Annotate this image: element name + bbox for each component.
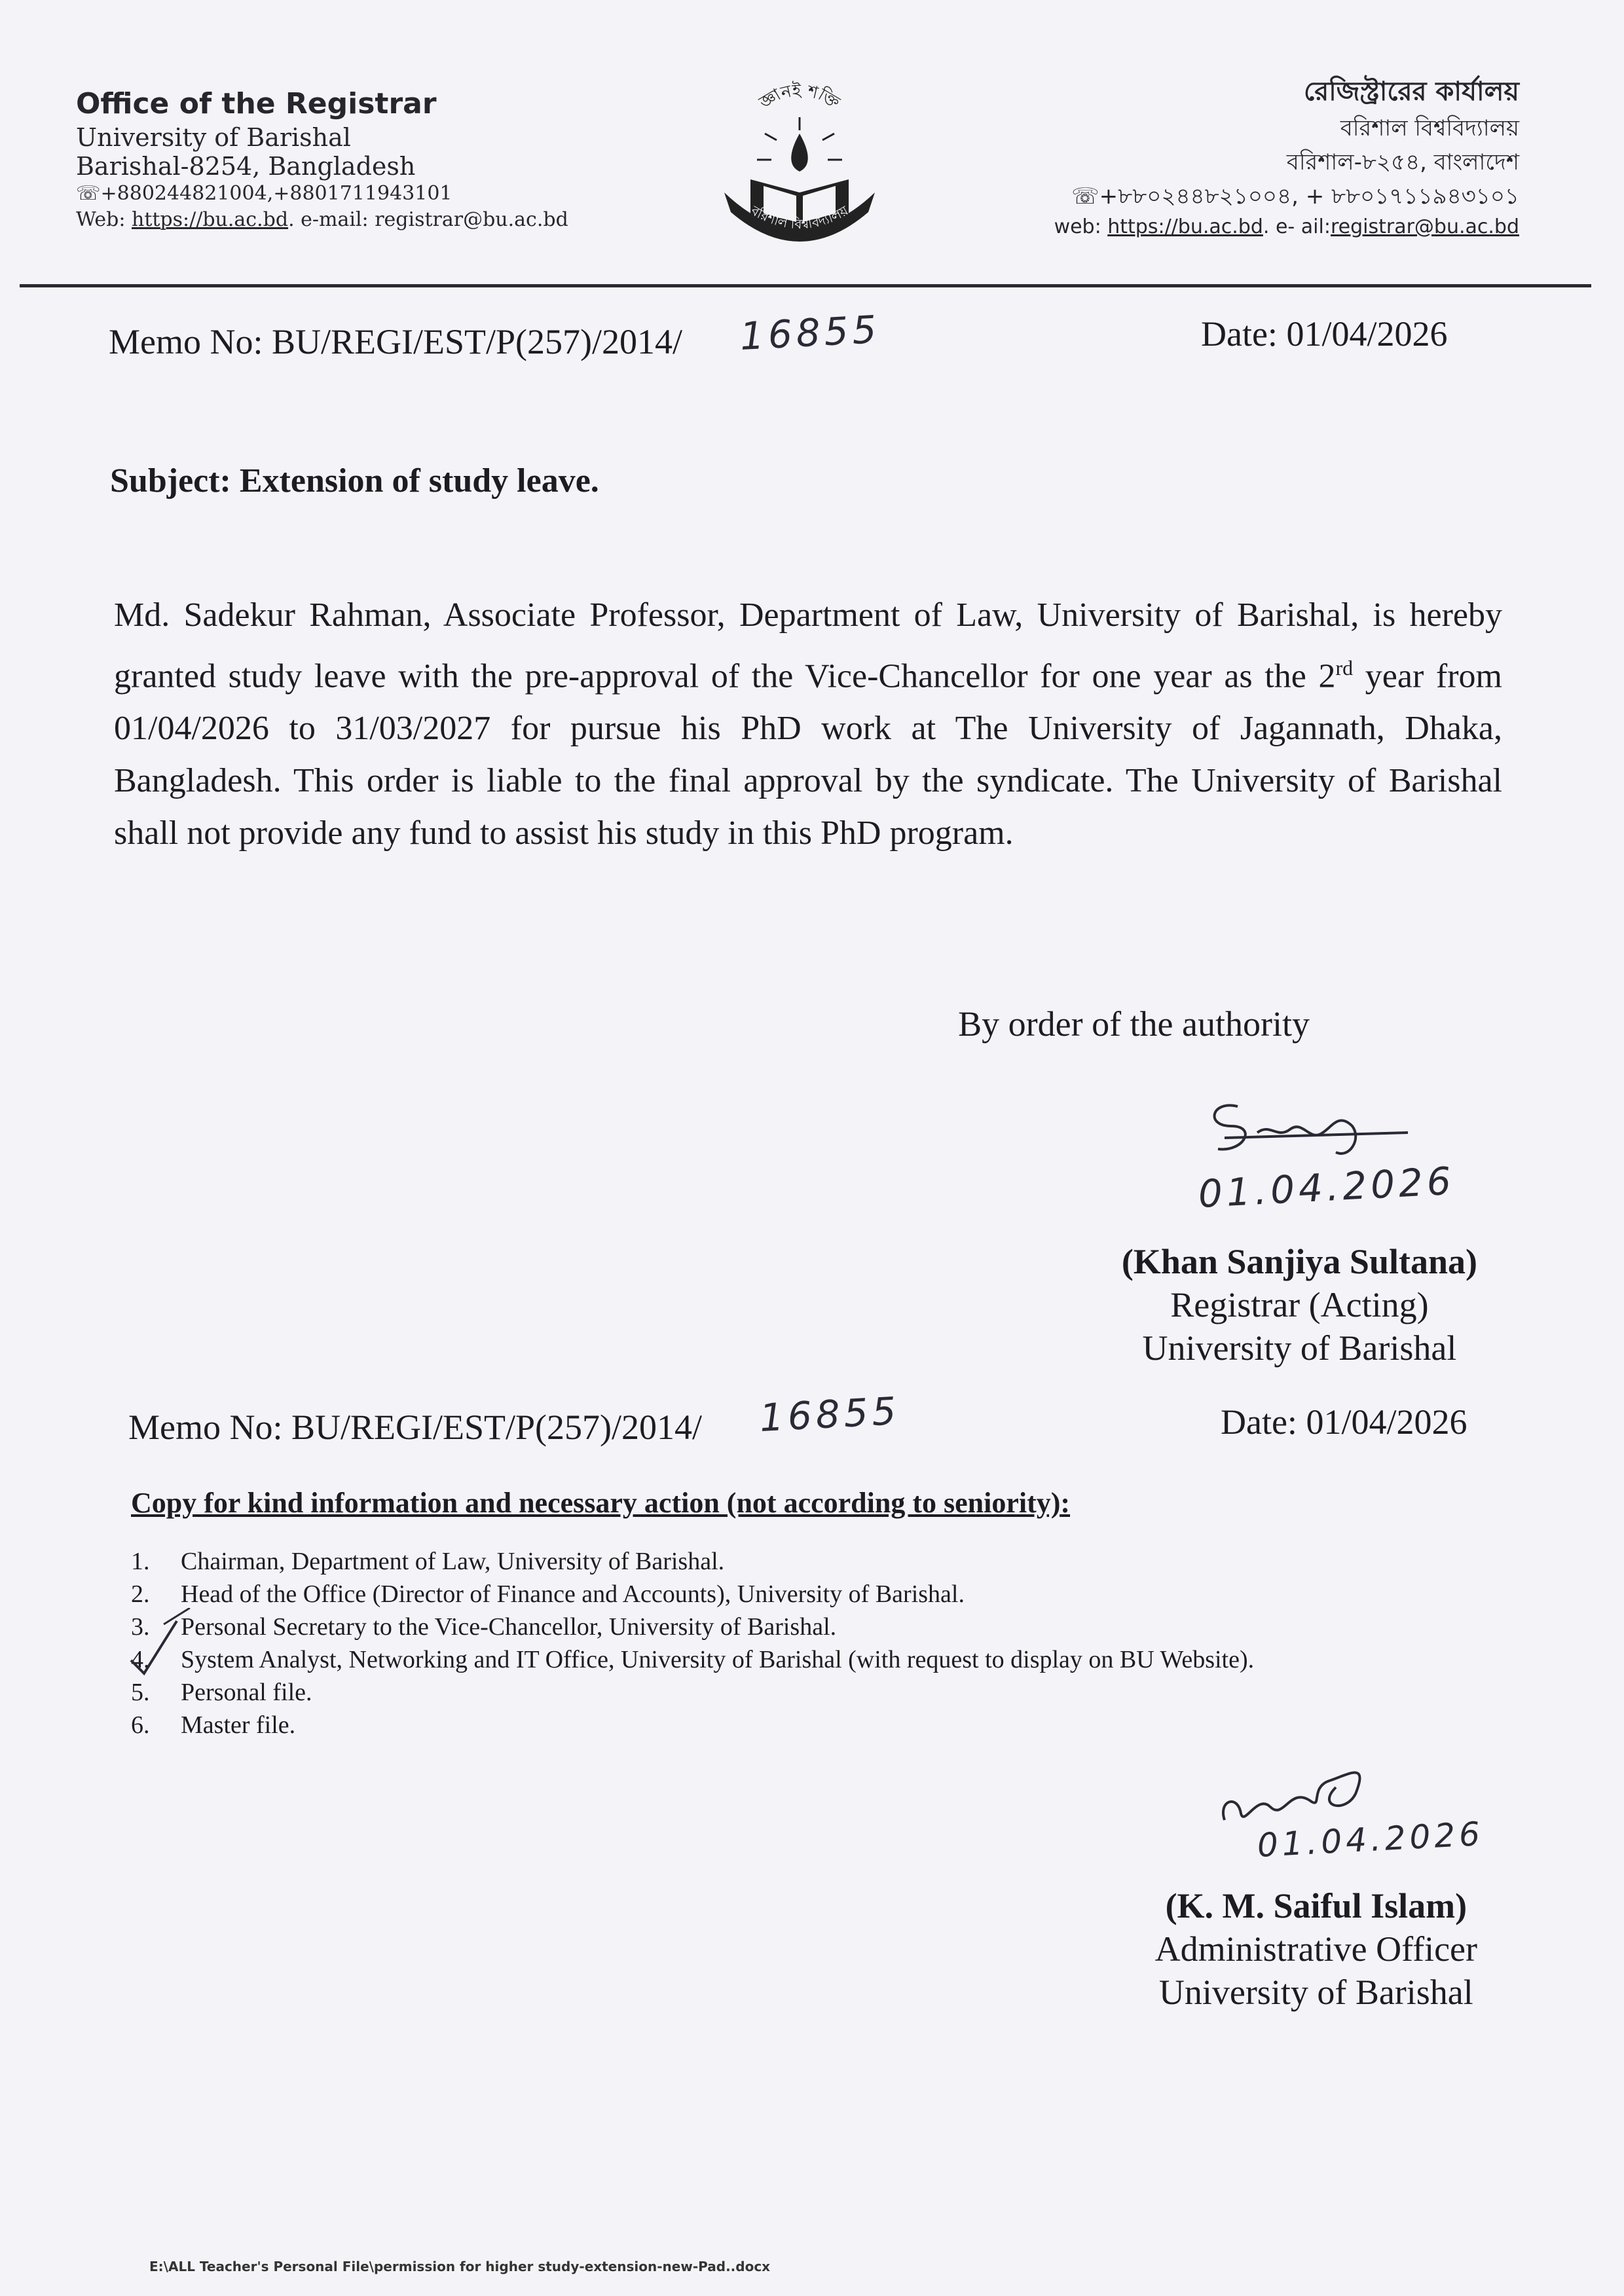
- list-item: 3. Personal Secretary to the Vice-Chancellor, University of Barishal.: [131, 1613, 837, 1641]
- signatory-1-title: Registrar (Acting): [1170, 1285, 1429, 1324]
- letterhead-english: [76, 85, 568, 233]
- copy-recipient-list: [131, 1545, 1254, 1741]
- web-email-bangla: web: https://bu.ac.bd. e- ail:registrar@bu.ac.bd: [1054, 215, 1519, 238]
- memo-handwritten-number-2: 16855: [758, 1388, 902, 1440]
- signature-1: [1198, 1087, 1421, 1169]
- header-divider: [20, 284, 1591, 287]
- university-logo: [711, 68, 888, 251]
- signatory-2: [1155, 1884, 1477, 2014]
- address-bangla: বরিশাল-৮২৫৪, বাংলাদেশ: [1286, 149, 1519, 175]
- web-email: Web: https://bu.ac.bd. e-mail: registrar@bu.ac.bd: [76, 208, 568, 231]
- signatory-1-name: (Khan Sanjiya Sultana): [1121, 1242, 1477, 1281]
- checkmark-icon: [124, 1608, 196, 1683]
- signatory-2-title: Administrative Officer: [1154, 1929, 1477, 1969]
- signature-2-date: 01.04.2026: [1256, 1814, 1485, 1865]
- phone-bangla: ☏+৮৮০২৪৪৮২১০০৪, + ৮৮০১৭১১৯৪৩১০১: [1071, 183, 1519, 210]
- subject-line: Subject: Extension of study leave.: [110, 462, 599, 500]
- memo-date-2: Date: 01/04/2026: [1221, 1402, 1467, 1442]
- memo-number-1: Memo No: BU/REGI/EST/P(257)/2014/: [109, 322, 682, 361]
- web-link-right[interactable]: https://bu.ac.bd: [1107, 215, 1263, 238]
- svg-text:জ্ঞানই শক্তি: জ্ঞানই শক্তি: [756, 81, 843, 113]
- signatory-1-org: University of Barishal: [1142, 1328, 1457, 1368]
- signature-1-date: 01.04.2026: [1197, 1158, 1456, 1216]
- memo-number-2: Memo No: BU/REGI/EST/P(257)/2014/: [128, 1408, 702, 1447]
- list-item: 1. Chairman, Department of Law, University of Barishal.: [131, 1548, 725, 1575]
- office-title: Office of the Registrar: [76, 87, 437, 120]
- list-item: 2. Head of the Office (Director of Finance and Accounts), University of Barishal.: [131, 1580, 965, 1608]
- list-item: 5. Personal file.: [131, 1679, 312, 1706]
- memo-handwritten-number-1: 16855: [739, 306, 882, 359]
- phone: ☏+880244821004,+8801711943101: [76, 182, 452, 205]
- university-name-bangla: বরিশাল বিশ্ববিদ্যালয়: [1340, 115, 1519, 141]
- authority-line: By order of the authority: [958, 1004, 1310, 1044]
- svg-text:বরিশাল বিশ্ববিদ্যালয়: বরিশাল বিশ্ববিদ্যালয়: [748, 202, 851, 232]
- list-item: 6. Master file.: [131, 1711, 296, 1739]
- email-link-right[interactable]: registrar@bu.ac.bd: [1330, 215, 1519, 238]
- body-paragraph: Md. Sadekur Rahman, Associate Professor, Department of Law, University of Barishal, is hereby granted study leave with the pre-approval of the Vice-Chancellor for one year as the 2rd year from 01/04/2026 to 31/03/2027 for pursue his PhD work at The University of Jagannath, Dhaka, Bangladesh. This order is liable to the final approval by the syndicate. The University of Barishal shall not provide any fund to assist his study in this PhD program.: [114, 596, 1502, 852]
- memo-date-1: Date: 01/04/2026: [1201, 314, 1448, 354]
- list-item: 4. System Analyst, Networking and IT Office, University of Barishal (with request to display on BU Website).: [131, 1646, 1255, 1673]
- signatory-1: [1122, 1240, 1477, 1370]
- office-title-bangla: রেজিস্ট্রারের কার্যালয়: [1304, 77, 1519, 107]
- web-link[interactable]: https://bu.ac.bd: [132, 208, 289, 231]
- signatory-2-name: (K. M. Saiful Islam): [1165, 1886, 1467, 1925]
- address: Barishal-8254, Bangladesh: [76, 152, 416, 181]
- university-name: University of Barishal: [76, 123, 351, 152]
- letterhead-bangla: [1054, 72, 1519, 241]
- footer-file-path: E:\ALL Teacher's Personal File\permission for higher study-extension-new-Pad..docx: [149, 2259, 771, 2274]
- copy-title: Copy for kind information and necessary action (not according to seniority):: [131, 1487, 1071, 1519]
- signatory-2-org: University of Barishal: [1158, 1973, 1473, 2012]
